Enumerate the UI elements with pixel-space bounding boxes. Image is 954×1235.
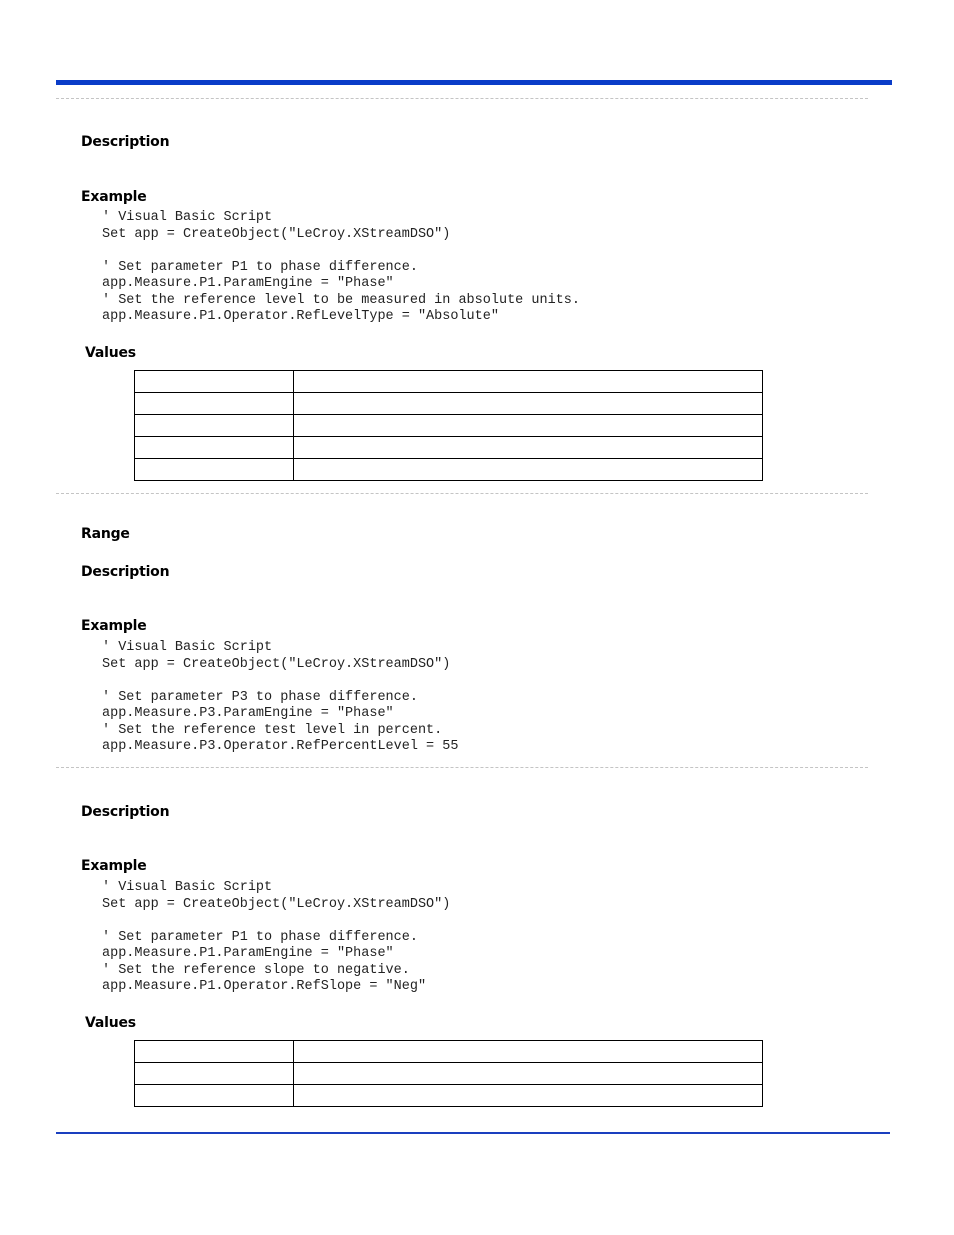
description-heading: Description	[81, 564, 170, 580]
table-cell	[294, 393, 763, 415]
description-heading: Description	[81, 804, 170, 820]
table-cell	[294, 1085, 763, 1107]
table-cell	[135, 459, 294, 481]
description-heading: Description	[81, 134, 170, 150]
values-heading: Values	[85, 345, 136, 361]
section-divider	[56, 493, 868, 494]
table-cell	[135, 415, 294, 437]
table-row	[135, 437, 763, 459]
section-divider	[56, 98, 868, 99]
table-cell	[135, 1041, 294, 1063]
table-cell	[135, 1085, 294, 1107]
footer-rule	[56, 1132, 890, 1134]
table-cell	[135, 1063, 294, 1085]
example-heading: Example	[81, 189, 147, 205]
table-row	[135, 459, 763, 481]
table-cell	[135, 437, 294, 459]
code-example: ' Visual Basic Script Set app = CreateObject("LeCroy.XStreamDSO") ' Set parameter P1 to phase difference. app.Measure.P1.ParamEngine = "Phase" ' Set the reference slope to negative. app.Measure.P1.Operator.RefSlope = "Neg"	[102, 880, 451, 994]
table-row	[135, 1063, 763, 1085]
table-row	[135, 371, 763, 393]
table-cell	[294, 1063, 763, 1085]
section-divider	[56, 767, 868, 768]
table-cell	[135, 393, 294, 415]
example-heading: Example	[81, 618, 147, 634]
table-cell	[294, 1041, 763, 1063]
table-cell	[294, 415, 763, 437]
table-row	[135, 415, 763, 437]
values-table	[134, 1040, 763, 1107]
example-heading: Example	[81, 858, 147, 874]
header-rule	[56, 80, 892, 85]
range-heading: Range	[81, 526, 130, 542]
code-example: ' Visual Basic Script Set app = CreateObject("LeCroy.XStreamDSO") ' Set parameter P1 to phase difference. app.Measure.P1.ParamEngine = "Phase" ' Set the reference level to be measured in absolute units. app.Measure.P1.Operator.RefLevelType = "Absolute"	[102, 210, 580, 324]
values-heading: Values	[85, 1015, 136, 1031]
table-cell	[294, 371, 763, 393]
table-cell	[135, 371, 294, 393]
table-cell	[294, 437, 763, 459]
table-row	[135, 393, 763, 415]
code-example: ' Visual Basic Script Set app = CreateObject("LeCroy.XStreamDSO") ' Set parameter P3 to phase difference. app.Measure.P3.ParamEngine = "Phase" ' Set the reference test level in percent. app.Measure.P3.Operator.RefPercentLevel = 55	[102, 640, 459, 754]
table-row	[135, 1041, 763, 1063]
values-table	[134, 370, 763, 481]
table-cell	[294, 459, 763, 481]
table-row	[135, 1085, 763, 1107]
